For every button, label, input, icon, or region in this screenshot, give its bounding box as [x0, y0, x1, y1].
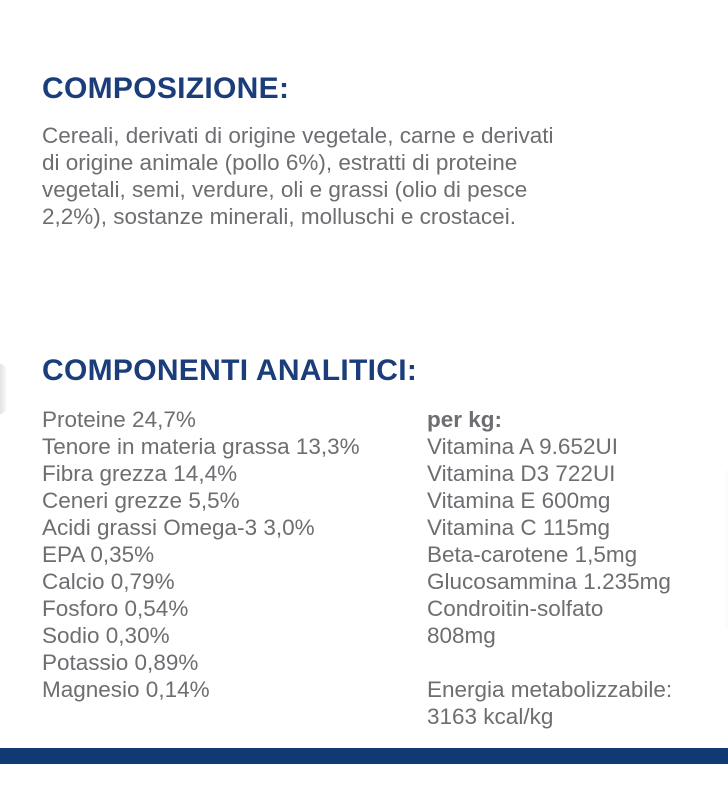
composition-line: Cereali, derivati di origine vegetale, carne e derivati: [42, 123, 554, 148]
bottom-divider-bar: [0, 748, 728, 764]
composition-line: vegetali, semi, verdure, oli e grassi (olio di pesce: [42, 177, 528, 202]
list-item: Condroitin-solfato: [427, 596, 604, 621]
list-item: Tenore in materia grassa 13,3%: [42, 434, 360, 459]
energy-line: 3163 kcal/kg: [427, 704, 554, 729]
right-page-edge-artifact: [724, 470, 728, 630]
list-item: Magnesio 0,14%: [42, 677, 210, 702]
energy-line: Energia metabolizzabile:: [427, 677, 673, 702]
list-item: Vitamina A 9.652UI: [427, 434, 618, 459]
list-item: Vitamina C 115mg: [427, 515, 611, 540]
composition-line: di origine animale (pollo 6%), estratti di proteine: [42, 150, 518, 175]
list-item: Ceneri grezze 5,5%: [42, 488, 240, 513]
left-page-edge-artifact: [0, 364, 6, 414]
list-item: Potassio 0,89%: [42, 650, 199, 675]
list-item: Vitamina E 600mg: [427, 488, 611, 513]
analytical-right-column: [427, 406, 702, 730]
metabolizable-energy: [427, 676, 702, 730]
analytical-components-columns: [42, 406, 702, 730]
composition-line: 2,2%), sostanze minerali, molluschi e crostacei.: [42, 204, 516, 229]
list-item: Fosforo 0,54%: [42, 596, 189, 621]
list-item: EPA 0,35%: [42, 542, 155, 567]
list-item: Glucosammina 1.235mg: [427, 569, 671, 594]
composition-paragraph: [42, 122, 702, 230]
per-kg-label: per kg:: [427, 407, 503, 432]
composition-heading: COMPOSIZIONE:: [42, 72, 290, 105]
list-item: Sodio 0,30%: [42, 623, 170, 648]
list-item: Proteine 24,7%: [42, 407, 196, 432]
analytical-left-list: [42, 406, 427, 703]
list-item: Fibra grezza 14,4%: [42, 461, 238, 486]
list-item: Calcio 0,79%: [42, 569, 175, 594]
list-item: Beta-carotene 1,5mg: [427, 542, 638, 567]
list-item: Vitamina D3 722UI: [427, 461, 616, 486]
list-item: 808mg: [427, 623, 496, 648]
analytical-components-heading: COMPONENTI ANALITICI:: [42, 354, 418, 387]
vitamins-list: [427, 433, 702, 649]
analytical-left-column: [42, 406, 427, 730]
list-item: Acidi grassi Omega-3 3,0%: [42, 515, 315, 540]
